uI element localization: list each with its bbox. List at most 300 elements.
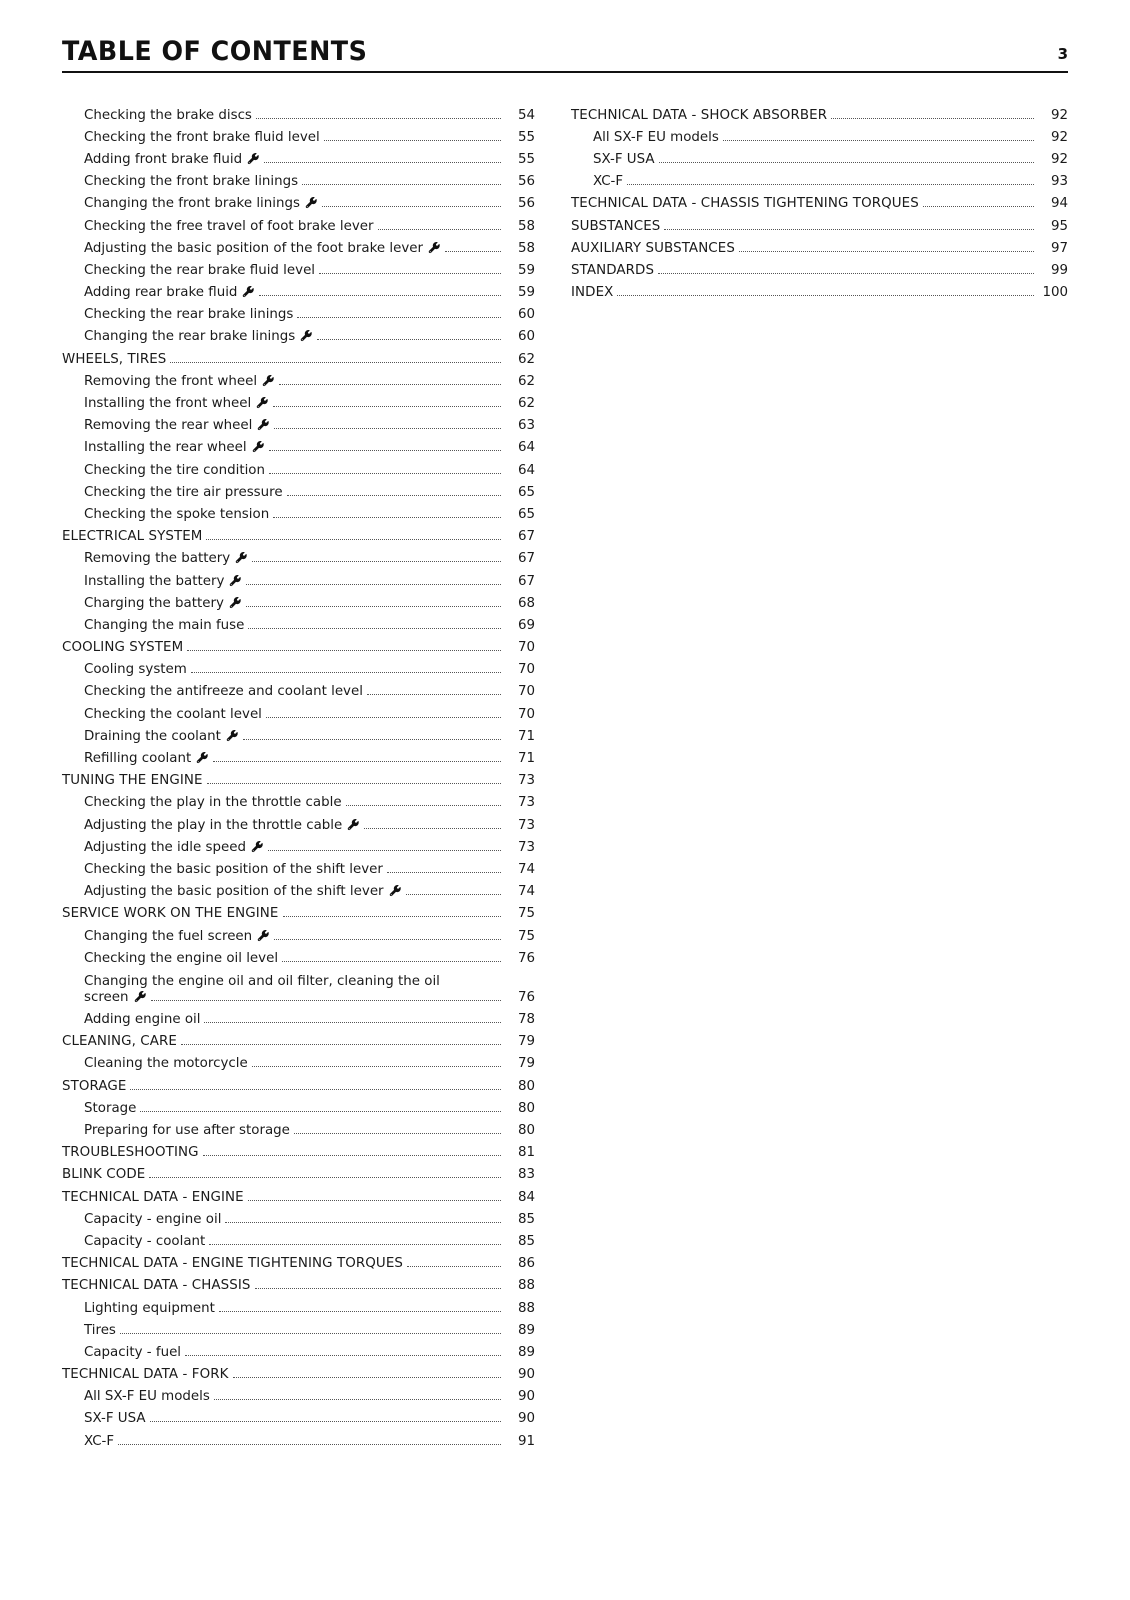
toc-entry[interactable] <box>62 969 535 1008</box>
wrench-icon <box>229 575 242 588</box>
toc-leader-dots <box>269 473 501 474</box>
toc-entry-page: 80 <box>517 1123 535 1139</box>
wrench-icon <box>134 991 147 1004</box>
toc-entry-label: Removing the battery <box>84 551 231 567</box>
toc-entry[interactable] <box>571 104 1068 126</box>
toc-entry[interactable] <box>62 570 535 592</box>
wrench-icon <box>300 330 313 343</box>
toc-entry[interactable] <box>62 747 535 769</box>
toc-entry[interactable] <box>62 348 535 370</box>
toc-entry-label: Installing the rear wheel <box>84 440 247 456</box>
toc-entry-page: 76 <box>517 950 535 966</box>
toc-leader-dots <box>181 1044 501 1045</box>
toc-entry-label: Lighting equipment <box>84 1300 215 1316</box>
toc-leader-dots <box>225 1222 501 1223</box>
toc-leader-dots <box>297 317 501 318</box>
toc-entry-label: Changing the rear brake linings <box>84 329 296 345</box>
toc-entry-page: 80 <box>517 1100 535 1116</box>
toc-entry-page: 84 <box>517 1189 535 1205</box>
toc-entry-label: Removing the rear wheel <box>84 418 253 434</box>
toc-entry-page: 90 <box>517 1367 535 1383</box>
toc-entry-page: 62 <box>517 396 535 412</box>
toc-leader-dots <box>214 1399 501 1400</box>
wrench-icon <box>242 286 255 299</box>
toc-entry-page: 93 <box>1050 174 1068 190</box>
toc-entry[interactable] <box>62 1075 535 1097</box>
toc-leader-dots <box>204 1022 501 1023</box>
toc-entry-label: Checking the play in the throttle cable <box>84 795 342 811</box>
toc-entry-page: 81 <box>517 1145 535 1161</box>
wrench-icon <box>428 242 441 255</box>
toc-entry-page: 73 <box>517 839 535 855</box>
toc-entry-page: 73 <box>517 773 535 789</box>
toc-leader-dots <box>256 118 501 119</box>
toc-leader-dots <box>149 1177 501 1178</box>
wrench-icon <box>262 375 275 388</box>
toc-leader-dots <box>407 1266 501 1267</box>
toc-entry-page: 73 <box>517 817 535 833</box>
toc-leader-dots <box>150 1421 501 1422</box>
toc-entry-label: XC-F <box>593 174 624 190</box>
toc-entry-page: 65 <box>517 484 535 500</box>
toc-entry-label: Capacity - fuel <box>84 1344 182 1360</box>
toc-entry-label: Checking the engine oil level <box>84 950 279 966</box>
toc-leader-dots <box>627 184 1034 185</box>
toc-entry[interactable] <box>62 459 535 481</box>
wrench-icon <box>235 552 248 565</box>
toc-entry-label: TECHNICAL DATA - SHOCK ABSORBER <box>571 107 828 123</box>
toc-leader-dots <box>209 1244 501 1245</box>
page-header <box>62 38 1068 73</box>
wrench-icon <box>256 397 269 410</box>
toc-entry-label: Changing the main fuse <box>84 617 245 633</box>
toc-leader-dots <box>274 939 501 940</box>
toc-entry-page: 90 <box>517 1411 535 1427</box>
toc-entry-page: 78 <box>517 1012 535 1028</box>
toc-entry[interactable] <box>62 703 535 725</box>
toc-leader-dots <box>269 450 501 451</box>
toc-entry[interactable] <box>62 282 535 304</box>
toc-entry-page: 58 <box>517 218 535 234</box>
toc-leader-dots <box>151 1000 501 1001</box>
toc-entry[interactable] <box>62 1408 535 1430</box>
toc-entry-page: 92 <box>1050 151 1068 167</box>
toc-entry-label: WHEELS, TIRES <box>62 351 167 367</box>
toc-entry-page: 69 <box>517 617 535 633</box>
toc-entry[interactable] <box>62 326 535 348</box>
toc-leader-dots <box>279 384 501 385</box>
toc-entry[interactable] <box>62 681 535 703</box>
toc-entry-label: Preparing for use after storage <box>84 1123 290 1139</box>
toc-entry-label: SX-F USA <box>84 1411 146 1427</box>
toc-entry[interactable] <box>62 614 535 636</box>
toc-entry[interactable] <box>571 259 1068 281</box>
toc-entry-label: Storage <box>84 1100 137 1116</box>
toc-entry-page: 74 <box>517 861 535 877</box>
toc-entry-page: 55 <box>517 129 535 145</box>
wrench-icon <box>247 153 260 166</box>
toc-entry-label: Adjusting the basic position of the foot brake lever <box>84 240 423 256</box>
toc-leader-dots <box>273 406 501 407</box>
toc-entry[interactable] <box>62 770 535 792</box>
toc-entry-label: COOLING SYSTEM <box>62 640 184 656</box>
toc-entry-page: 70 <box>517 640 535 656</box>
toc-entry-label-cont: screen <box>84 989 129 1005</box>
toc-entry-page: 73 <box>517 795 535 811</box>
toc-entry-page: 80 <box>517 1078 535 1094</box>
toc-entry[interactable] <box>62 1230 535 1252</box>
toc-entry-label: AUXILIARY SUBSTANCES <box>571 240 735 256</box>
toc-entry-label: BLINK CODE <box>62 1167 146 1183</box>
toc-leader-dots <box>445 251 501 252</box>
toc-entry-label: Installing the front wheel <box>84 396 252 412</box>
toc-entry[interactable] <box>62 1341 535 1363</box>
toc-leader-dots <box>923 206 1034 207</box>
toc-leader-dots <box>140 1111 501 1112</box>
toc-entry[interactable] <box>62 1009 535 1031</box>
toc-entry[interactable] <box>62 193 535 215</box>
toc-entry-page: 75 <box>517 906 535 922</box>
toc-entry-label: All SX-F EU models <box>593 129 719 145</box>
toc-entry-page: 67 <box>517 573 535 589</box>
toc-leader-dots <box>658 273 1034 274</box>
toc-leader-dots <box>723 140 1034 141</box>
toc-entry[interactable] <box>62 370 535 392</box>
toc-entry-page: 79 <box>517 1056 535 1072</box>
toc-entry-page: 64 <box>517 462 535 478</box>
toc-leader-dots <box>317 339 501 340</box>
toc-entry-label: Cleaning the motorcycle <box>84 1056 248 1072</box>
toc-leader-dots <box>664 229 1034 230</box>
toc-entry-page: 75 <box>517 928 535 944</box>
toc-entry[interactable] <box>62 503 535 525</box>
toc-entry[interactable] <box>62 1430 535 1452</box>
toc-leader-dots <box>206 539 501 540</box>
toc-entry-page: 70 <box>517 706 535 722</box>
toc-leader-dots <box>282 961 501 962</box>
toc-entry-label: INDEX <box>571 285 614 301</box>
toc-entry[interactable] <box>62 1053 535 1075</box>
toc-entry[interactable] <box>571 282 1068 304</box>
toc-column-right <box>565 104 1068 1452</box>
toc-entry[interactable] <box>62 1364 535 1386</box>
toc-entry-page: 70 <box>517 684 535 700</box>
toc-entry[interactable] <box>62 148 535 170</box>
toc-leader-dots <box>203 1155 501 1156</box>
toc-entry[interactable] <box>62 792 535 814</box>
toc-entry-label: Adding rear brake fluid <box>84 285 238 301</box>
toc-leader-dots <box>252 1066 501 1067</box>
toc-leader-dots <box>324 140 501 141</box>
toc-entry[interactable] <box>62 592 535 614</box>
toc-entry-page: 55 <box>517 151 535 167</box>
toc-leader-dots <box>364 828 501 829</box>
toc-leader-dots <box>248 1200 501 1201</box>
toc-entry[interactable] <box>571 215 1068 237</box>
toc-entry-label: Installing the battery <box>84 573 225 589</box>
toc-entry-label: Checking the antifreeze and coolant level <box>84 684 363 700</box>
toc-entry-page: 90 <box>517 1389 535 1405</box>
toc-column-left <box>62 104 565 1452</box>
toc-entry-label: Adjusting the basic position of the shift lever <box>84 884 384 900</box>
toc-entry-page: 88 <box>517 1300 535 1316</box>
toc-entry[interactable] <box>571 148 1068 170</box>
wrench-icon <box>252 441 265 454</box>
toc-entry-page: 92 <box>1050 107 1068 123</box>
toc-leader-dots <box>207 783 501 784</box>
toc-entry[interactable] <box>62 1275 535 1297</box>
toc-entry[interactable] <box>571 126 1068 148</box>
toc-entry[interactable] <box>62 925 535 947</box>
toc-entry-page: 85 <box>517 1211 535 1227</box>
toc-leader-dots <box>118 1444 501 1445</box>
toc-entry-label: CLEANING, CARE <box>62 1034 177 1050</box>
toc-entry-label: STORAGE <box>62 1078 127 1094</box>
toc-entry[interactable] <box>62 1097 535 1119</box>
toc-entry[interactable] <box>571 171 1068 193</box>
toc-entry-label: Changing the engine oil and oil filter, cleaning the oil <box>84 973 440 989</box>
toc-entry-page: 62 <box>517 351 535 367</box>
toc-entry-label: Checking the rear brake linings <box>84 307 294 323</box>
wrench-icon <box>305 197 318 210</box>
toc-entry-label: Changing the fuel screen <box>84 928 253 944</box>
toc-entry-label: Checking the basic position of the shift lever <box>84 861 383 877</box>
toc-entry-label: Adjusting the play in the throttle cable <box>84 817 343 833</box>
toc-leader-dots <box>378 229 501 230</box>
toc-entry[interactable] <box>62 814 535 836</box>
toc-entry[interactable] <box>571 193 1068 215</box>
wrench-icon <box>257 930 270 943</box>
toc-entry-page: 83 <box>517 1167 535 1183</box>
toc-entry[interactable] <box>62 481 535 503</box>
toc-entry-label: Checking the rear brake fluid level <box>84 262 316 278</box>
toc-entry[interactable] <box>62 947 535 969</box>
toc-entry-page: 65 <box>517 506 535 522</box>
toc-entry[interactable] <box>62 171 535 193</box>
toc-leader-dots <box>213 761 501 762</box>
toc-leader-dots <box>283 916 502 917</box>
toc-leader-dots <box>185 1355 501 1356</box>
toc-entry-page: 86 <box>517 1256 535 1272</box>
toc-entry-page: 56 <box>517 174 535 190</box>
toc-leader-dots <box>831 118 1034 119</box>
toc-entry-page: 89 <box>517 1322 535 1338</box>
page-number: 3 <box>1057 45 1068 63</box>
toc-leader-dots <box>252 561 501 562</box>
wrench-icon <box>229 597 242 610</box>
toc-entry-label: XC-F <box>84 1433 115 1449</box>
toc-entry-page: 76 <box>517 989 535 1005</box>
toc-entry-label: Adding engine oil <box>84 1012 201 1028</box>
toc-entry-label: SUBSTANCES <box>571 218 661 234</box>
toc-entry[interactable] <box>62 903 535 925</box>
toc-entry-label: TROUBLESHOOTING <box>62 1145 199 1161</box>
toc-entry-page: 85 <box>517 1233 535 1249</box>
toc-entry[interactable] <box>62 1164 535 1186</box>
toc-entry-label: ELECTRICAL SYSTEM <box>62 529 203 545</box>
toc-entry-page: 59 <box>517 285 535 301</box>
toc-entry-page: 54 <box>517 107 535 123</box>
toc-entry-label: TUNING THE ENGINE <box>62 773 203 789</box>
toc-entry-page: 68 <box>517 595 535 611</box>
wrench-icon <box>196 752 209 765</box>
toc-entry-page: 92 <box>1050 129 1068 145</box>
wrench-icon <box>347 819 360 832</box>
toc-entry-label: All SX-F EU models <box>84 1389 210 1405</box>
toc-entry-label: SERVICE WORK ON THE ENGINE <box>62 906 279 922</box>
page-title: TABLE OF CONTENTS <box>62 36 368 67</box>
toc-entry-page: 62 <box>517 373 535 389</box>
toc-entry[interactable] <box>62 1119 535 1141</box>
toc-entry-label: Checking the brake discs <box>84 107 252 123</box>
toc-entry-page: 95 <box>1050 218 1068 234</box>
toc-entry-page: 56 <box>517 196 535 212</box>
toc-entry[interactable] <box>62 725 535 747</box>
toc-entry-label: STANDARDS <box>571 262 655 278</box>
toc-entry[interactable] <box>62 548 535 570</box>
toc-entry[interactable] <box>62 215 535 237</box>
toc-entry-label: Checking the tire air pressure <box>84 484 283 500</box>
toc-entry-page: 94 <box>1050 196 1068 212</box>
toc-leader-dots <box>246 606 501 607</box>
toc-leader-dots <box>268 850 501 851</box>
toc-leader-dots <box>659 162 1034 163</box>
toc-leader-dots <box>191 672 501 673</box>
toc-leader-dots <box>287 495 501 496</box>
toc-leader-dots <box>406 894 501 895</box>
toc-entry-page: 59 <box>517 262 535 278</box>
toc-entry[interactable] <box>62 437 535 459</box>
toc-leader-dots <box>264 162 501 163</box>
toc-entry[interactable] <box>62 392 535 414</box>
toc-entry[interactable] <box>62 1186 535 1208</box>
toc-entry-label: Removing the front wheel <box>84 373 258 389</box>
toc-entry[interactable] <box>62 1253 535 1275</box>
toc-entry[interactable] <box>62 1386 535 1408</box>
toc-leader-dots <box>243 739 501 740</box>
toc-leader-dots <box>273 517 501 518</box>
toc-entry-page: 99 <box>1050 262 1068 278</box>
toc-entry-label: Checking the front brake linings <box>84 174 299 190</box>
toc-entry[interactable] <box>62 1031 535 1053</box>
toc-entry[interactable] <box>62 526 535 548</box>
toc-entry-label: Tires <box>84 1322 116 1338</box>
toc-entry-label: TECHNICAL DATA - ENGINE TIGHTENING TORQUES <box>62 1256 403 1272</box>
toc-entry-label: Refilling coolant <box>84 751 192 767</box>
toc-entry[interactable] <box>62 1208 535 1230</box>
toc-entry-label: Capacity - engine oil <box>84 1211 222 1227</box>
toc-entry[interactable] <box>62 304 535 326</box>
toc-entry-label: Adding front brake fluid <box>84 151 243 167</box>
toc-entry-page: 71 <box>517 728 535 744</box>
toc-entry[interactable] <box>62 104 535 126</box>
toc-entry[interactable] <box>62 858 535 880</box>
toc-leader-dots <box>346 805 501 806</box>
toc-leader-dots <box>319 273 501 274</box>
toc-leader-dots <box>130 1089 501 1090</box>
toc-entry[interactable] <box>62 237 535 259</box>
toc-entry-page: 58 <box>517 240 535 256</box>
toc-entry-label: Checking the coolant level <box>84 706 262 722</box>
toc-entry-page: 70 <box>517 662 535 678</box>
toc-leader-dots <box>274 428 501 429</box>
toc-leader-dots <box>187 650 501 651</box>
toc-entry-page: 64 <box>517 440 535 456</box>
toc-entry[interactable] <box>62 659 535 681</box>
toc-entry-page: 60 <box>517 307 535 323</box>
toc-entry-label: Checking the free travel of foot brake lever <box>84 218 374 234</box>
toc-entry[interactable] <box>62 1297 535 1319</box>
toc-entry-page: 74 <box>517 884 535 900</box>
toc-leader-dots <box>259 295 501 296</box>
toc-entry-page: 88 <box>517 1278 535 1294</box>
toc-entry[interactable] <box>62 1319 535 1341</box>
toc-entry[interactable] <box>62 836 535 858</box>
toc-leader-dots <box>246 584 501 585</box>
toc-entry-page: 91 <box>517 1433 535 1449</box>
toc-entry-label: SX-F USA <box>593 151 655 167</box>
toc-leader-dots <box>617 295 1034 296</box>
toc-leader-dots <box>255 1288 501 1289</box>
toc-entry-page: 67 <box>517 529 535 545</box>
toc-entry-page: 79 <box>517 1034 535 1050</box>
toc-entry-page: 63 <box>517 418 535 434</box>
toc-entry[interactable] <box>62 637 535 659</box>
toc-entry-page: 100 <box>1042 285 1068 301</box>
toc-entry[interactable] <box>62 259 535 281</box>
toc-entry-page: 89 <box>517 1344 535 1360</box>
toc-leader-dots <box>233 1377 501 1378</box>
toc-columns <box>62 104 1068 1452</box>
wrench-icon <box>251 841 264 854</box>
toc-leader-dots <box>302 184 501 185</box>
toc-entry-label: TECHNICAL DATA - FORK <box>62 1367 229 1383</box>
toc-entry-page: 71 <box>517 751 535 767</box>
toc-leader-dots <box>170 362 501 363</box>
toc-entry-label: TECHNICAL DATA - CHASSIS <box>62 1278 251 1294</box>
toc-entry-label: Draining the coolant <box>84 728 221 744</box>
toc-leader-dots <box>120 1333 501 1334</box>
toc-leader-dots <box>322 206 501 207</box>
toc-leader-dots <box>739 251 1034 252</box>
toc-entry[interactable] <box>62 881 535 903</box>
toc-leader-dots <box>219 1311 501 1312</box>
toc-entry-label: Checking the tire condition <box>84 462 265 478</box>
toc-entry-label: Changing the front brake linings <box>84 196 300 212</box>
toc-entry-label: TECHNICAL DATA - ENGINE <box>62 1189 244 1205</box>
toc-leader-dots <box>294 1133 501 1134</box>
toc-entry-page: 60 <box>517 329 535 345</box>
toc-entry-label: Charging the battery <box>84 595 224 611</box>
toc-entry-label: Checking the spoke tension <box>84 506 270 522</box>
toc-entry[interactable] <box>62 126 535 148</box>
toc-entry[interactable] <box>62 415 535 437</box>
toc-entry-label: Adjusting the idle speed <box>84 839 246 855</box>
toc-entry-label: Checking the front brake fluid level <box>84 129 320 145</box>
toc-leader-dots <box>367 694 501 695</box>
toc-leader-dots <box>387 872 501 873</box>
toc-entry-page: 97 <box>1050 240 1068 256</box>
wrench-icon <box>389 885 402 898</box>
toc-leader-dots <box>248 628 501 629</box>
toc-entry-label: Cooling system <box>84 662 187 678</box>
toc-entry-label: Capacity - coolant <box>84 1233 206 1249</box>
wrench-icon <box>226 730 239 743</box>
toc-entry[interactable] <box>62 1142 535 1164</box>
toc-entry-page: 67 <box>517 551 535 567</box>
wrench-icon <box>257 419 270 432</box>
toc-entry[interactable] <box>571 237 1068 259</box>
